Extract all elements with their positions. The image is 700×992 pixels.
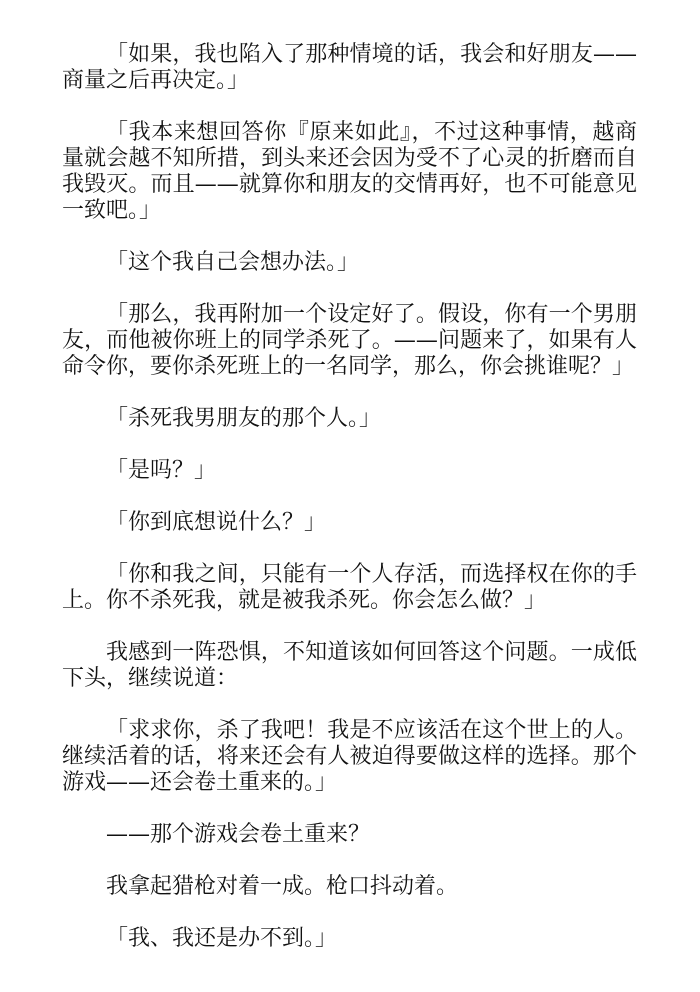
paragraph-10: 「求求你，杀了我吧！我是不应该活在这个世上的人。继续活着的话，将来还会有人被迫得要做这样的选择。那个游戏——还会卷土重来的。」 [62,718,637,795]
paragraph-6: 「是吗？」 [106,458,217,483]
paragraph-11: ——那个游戏会卷土重来？ [106,822,371,847]
paragraph-9: 我感到一阵恐惧，不知道该如何回答这个问题。一成低下头，继续说道： [62,640,637,691]
paragraph-1: 「如果，我也陷入了那种情境的话，我会和好朋友——商量之后再决定。」 [62,42,637,93]
paragraph-13: 「我、我还是办不到。」 [106,926,338,951]
paragraph-7: 「你到底想说什么？」 [106,510,327,535]
paragraph-12: 我拿起猎枪对着一成。枪口抖动着。 [106,874,459,899]
body-text [62,42,637,978]
paragraph-4: 「那么，我再附加一个设定好了。假设，你有一个男朋友，而他被你班上的同学杀死了。——问题来了，如果有人命令你，要你杀死班上的一名同学，那么，你会挑谁呢？」 [62,302,637,379]
paragraph-3: 「这个我自己会想办法。」 [106,250,360,275]
paragraph-5: 「杀死我男朋友的那个人。」 [106,406,382,431]
paragraph-2: 「我本来想回答你『原来如此』，不过这种事情，越商量就会越不知所措，到头来还会因为受不了心灵的折磨而自我毁灭。而且——就算你和朋友的交情再好，也不可能意见一致吧。」 [62,120,637,223]
paragraph-8: 「你和我之间，只能有一个人存活，而选择权在你的手上。你不杀死我，就是被我杀死。你会怎么做？」 [62,562,637,613]
